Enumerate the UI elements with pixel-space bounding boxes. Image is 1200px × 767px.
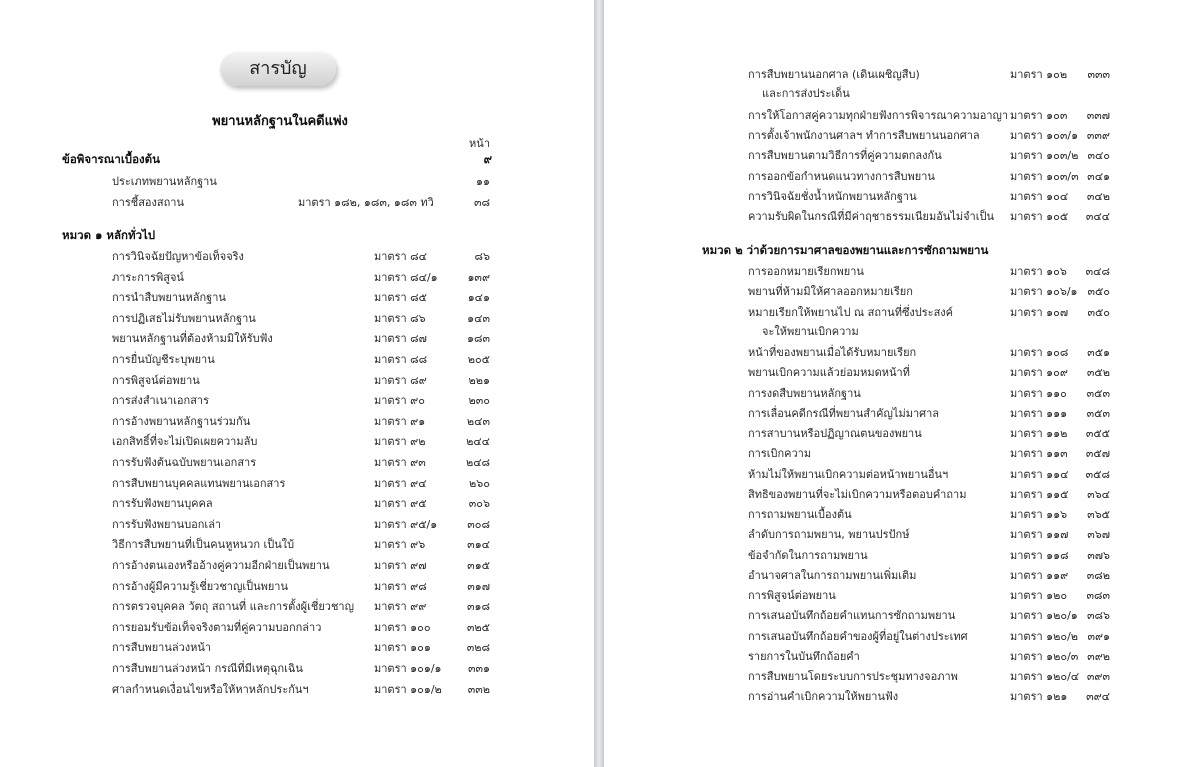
toc-entry-section: มาตรา ๙๒ [374, 435, 426, 449]
toc-entry-page: ๑๔๑ [467, 291, 490, 305]
toc-entry-section: มาตรา ๘๗ [374, 332, 427, 346]
toc-entry-title: การออกหมายเรียกพยาน [748, 265, 864, 278]
toc-entry-title: การถามพยานเบื้องต้น [748, 508, 852, 521]
toc-entry-section: มาตรา ๑๐๓/๓ [1010, 169, 1079, 183]
toc-entry-page: ๓๑๕ [467, 559, 490, 572]
toc-entry-section: มาตรา ๑๑๓ [1010, 447, 1068, 461]
toc-entry-title: การเสนอบันทึกถ้อยคำแทนการซักถามพยาน [748, 609, 956, 623]
toc-entry-section: มาตรา ๑๑๔ [1010, 467, 1069, 481]
toc-entry-page: ๓๓๗ [1086, 108, 1110, 122]
toc-entry-title: การนำสืบพยานหลักฐาน [112, 291, 226, 305]
toc-entry-page: ๓๘๓ [1086, 589, 1110, 602]
toc-entry-section: มาตรา ๑๐๘ [1010, 346, 1069, 359]
toc-entry-section: มาตรา ๙๖ [374, 538, 426, 552]
toc-entry-section: มาตรา ๘๖ [374, 311, 426, 325]
toc-entry-section: มาตรา ๑๑๑ [1010, 406, 1068, 420]
toc-entry-section: มาตรา ๑๑๖ [1010, 508, 1068, 521]
toc-entry-page: ๓๙๑ [1087, 629, 1110, 643]
toc-entry-title: การสืบพยานตามวิธีการที่คู่ความตกลงกัน [748, 149, 942, 163]
toc-entry-title: การยื่นบัญชีระบุพยาน [112, 353, 215, 366]
toc-entry-title: การตั้งเจ้าพนักงานศาลฯ ทำการสืบพยานนอกศาล [748, 128, 980, 142]
toc-entry-section: มาตรา ๑๒๑ [1010, 690, 1068, 704]
toc-entry-section: มาตรา ๙๘ [374, 579, 427, 593]
toc-entry-page: ๓๙๔ [1086, 690, 1110, 704]
toc-entry-page: ๓๖๔ [1087, 487, 1110, 501]
toc-entry-title: การยอมรับข้อเท็จจริงตามที่คู่ความบอกกล่าว [112, 620, 322, 634]
toc-entry-section: มาตรา ๙๕ [374, 497, 427, 511]
toc-entry-section: มาตรา ๙๔ [374, 476, 427, 490]
toc-entry-page: ๓๔๑ [1087, 169, 1110, 183]
toc-entry-page: ๓๘๖ [1087, 609, 1110, 623]
toc-entry-page: ๓๙๒ [1087, 649, 1110, 663]
toc-entry-page: ๓๕๒ [1086, 366, 1110, 380]
toc-entry-page: ๓๓๒ [467, 682, 490, 696]
toc-entry-title: พยานเบิกความแล้วย่อมหมดหน้าที่ [748, 366, 910, 380]
toc-entry-page: ๓๘ [473, 196, 490, 209]
toc-entry-title: หมายเรียกให้พยานไป ณ สถานที่ซึ่งประสงค์ [748, 305, 954, 319]
toc-entry-page: ๓๕๐ [1087, 285, 1110, 299]
toc-entry-title: เอกสิทธิ์ที่จะไม่เปิดเผยความลับ [112, 435, 258, 449]
toc-entry-page: ๓๑๘ [467, 600, 490, 614]
toc-entry-page: ๘๖ [474, 250, 490, 263]
toc-entry-title-cont: และการส่งประเด็น [762, 87, 850, 101]
toc-entry-title: การชี้สองสถาน [112, 196, 184, 209]
toc-entry-page: ๓๔๘ [1085, 265, 1110, 278]
toc-entry-section: มาตรา ๘๙ [374, 373, 427, 387]
toc-entry-section: มาตรา ๑๒๐/๓ [1010, 649, 1079, 663]
toc-entry-section: มาตรา ๑๐๖ [1010, 265, 1067, 278]
toc-entry-page: ๓๔๐ [1087, 149, 1110, 163]
toc-entry-page: ๒๔๓ [466, 414, 490, 428]
toc-entry-section: มาตรา ๘๔/๑ [374, 270, 438, 284]
toc-entry-section: มาตรา ๑๑๐ [1010, 386, 1067, 400]
toc-entry-section: มาตรา ๙๐ [374, 394, 425, 408]
toc-entry-section: มาตรา ๑๐๕ [1010, 210, 1069, 224]
toc-entry-section: มาตรา ๑๑๕ [1010, 487, 1069, 501]
toc-entry-page: ๓๙๓ [1086, 670, 1110, 683]
toc-entry-page: ๓๕๓ [1086, 406, 1110, 420]
toc-entry-title: วิธีการสืบพยานที่เป็นคนหูหนวก เป็นใบ้ [112, 538, 295, 552]
toc-entry-section: มาตรา ๑๑๗ [1010, 528, 1069, 542]
toc-entry-page: ๓๓๑ [467, 662, 490, 675]
book-gutter [594, 0, 604, 767]
toc-entry-section: มาตรา ๑๘๒, ๑๘๓, ๑๘๓ ทวิ [298, 196, 434, 209]
page-column-label: หน้า [469, 137, 490, 150]
toc-entry-page: ๓๘๒ [1086, 568, 1110, 582]
toc-entry-page: ๒๔๘ [465, 456, 490, 469]
toc-entry-page: ๓๕๘ [1085, 467, 1110, 481]
toc-entry-page: ๓๓๙ [1086, 128, 1110, 142]
toc-entry-section: มาตรา ๑๑๘ [1010, 548, 1069, 562]
toc-entry-section: มาตรา ๑๐๒ [1010, 68, 1068, 81]
toc-entry-page: ๒๖๐ [469, 476, 490, 490]
toc-entry-title: ลำดับการถามพยาน, พยานปรปักษ์ [748, 528, 910, 542]
toc-entry-title: การสืบพยานนอกศาล (เดินเผชิญสืบ) [748, 68, 920, 81]
toc-entry-title: การวินิจฉัยปัญหาข้อเท็จจริง [112, 250, 244, 263]
toc-entry-page: ๓๗๖ [1087, 548, 1110, 562]
toc-entry-page: ๑๓๙ [467, 270, 490, 284]
toc-entry-page: ๓๖๗ [1087, 528, 1110, 542]
toc-entry-section: มาตรา ๑๒๐/๒ [1010, 629, 1079, 643]
intro-title: ข้อพิจารณาเบื้องต้น [62, 152, 160, 166]
toc-entry-title: ข้อจำกัดในการถามพยาน [748, 548, 868, 562]
toc-entry-section: มาตรา ๙๙ [374, 600, 427, 614]
chapter1-title: หมวด ๑ หลักทั่วไป [62, 228, 156, 242]
toc-entry-page: ๓๕๓ [1086, 386, 1110, 400]
toc-entry-section: มาตรา ๑๐๐ [374, 620, 431, 634]
toc-entry-page: ๓๔๔ [1085, 210, 1110, 224]
toc-entry-section: มาตรา ๑๐๖/๑ [1010, 285, 1078, 299]
toc-entry-section: มาตรา ๘๔ [374, 250, 427, 263]
toc-entry-page: ๓๐๘ [467, 517, 490, 531]
toc-entry-title: พยานหลักฐานที่ต้องห้ามมิให้รับฟัง [112, 332, 273, 346]
toc-entry-page: ๓๖๕ [1087, 508, 1110, 521]
toc-entry-title: การปฏิเสธไม่รับพยานหลักฐาน [112, 311, 256, 325]
toc-entry-title: การอ้างพยานหลักฐานร่วมกัน [112, 414, 251, 428]
toc-entry-title-cont: จะให้พยานเบิกความ [762, 324, 859, 338]
toc-entry-title: ความรับผิดในกรณีที่มีค่าฤชาธรรมเนียมอันไม่จำเป็น [748, 210, 994, 224]
toc-entry-page: ๓๕๗ [1085, 447, 1110, 461]
toc-entry-title: การรับฟังพยานบอกเล่า [112, 517, 222, 531]
toc-entry-title: การพิสูจน์ต่อพยาน [112, 373, 200, 387]
toc-entry-title: การเบิกความ [748, 447, 812, 461]
toc-entry-section: มาตรา ๙๕/๑ [374, 517, 438, 531]
intro-page: ๙ [483, 152, 492, 166]
toc-entry-title: การเลื่อนคดีกรณีที่พยานสำคัญไม่มาศาล [748, 406, 940, 420]
toc-entry-page: ๑๑ [476, 175, 490, 188]
toc-entry-page: ๓๑๔ [467, 538, 490, 552]
toc-entry-page: ๓๕๐ [1087, 305, 1110, 319]
toc-entry-section: มาตรา ๙๗ [374, 559, 427, 572]
toc-entry-page: ๓๔๒ [1086, 189, 1110, 203]
toc-entry-title: การสาบานหรือปฏิญาณตนของพยาน [748, 427, 922, 440]
toc-entry-title: ห้ามไม่ให้พยานเบิกความต่อหน้าพยานอื่นฯ [748, 467, 949, 481]
toc-entry-section: มาตรา ๑๐๔ [1010, 189, 1069, 203]
toc-entry-title: การตรวจบุคคล วัตถุ สถานที่ และการตั้งผู้เชี่ยวชาญ [112, 600, 354, 614]
toc-entry-section: มาตรา ๑๐๑ [374, 641, 431, 655]
toc-entry-title: การส่งสำเนาเอกสาร [112, 394, 210, 408]
left-page [0, 0, 594, 767]
toc-heading: สารบัญ [220, 52, 336, 86]
toc-entry-title: อำนาจศาลในการถามพยานเพิ่มเติม [748, 568, 917, 582]
toc-entry-page: ๒๒๑ [468, 373, 490, 387]
toc-entry-title: การอ้างตนเองหรืออ้างคู่ความอีกฝ่ายเป็นพยาน [112, 559, 330, 572]
toc-entry-section: มาตรา ๑๑๒ [1010, 427, 1068, 440]
toc-entry-section: มาตรา ๘๘ [374, 353, 428, 366]
toc-entry-section: มาตรา ๑๑๙ [1010, 568, 1069, 582]
toc-entry-title: การงดสืบพยานหลักฐาน [748, 386, 861, 400]
toc-entry-title: การออกข้อกำหนดแนวทางการสืบพยาน [748, 169, 935, 183]
toc-entry-title: การสืบพยานล่วงหน้า [112, 641, 212, 655]
toc-entry-title: รายการในบันทึกถ้อยคำ [748, 649, 860, 663]
toc-entry-title: การวินิจฉัยชั่งน้ำหนักพยานหลักฐาน [748, 189, 917, 203]
toc-entry-title: การให้โอกาสคู่ความทุกฝ่ายฟังการพิจารณาความอาญา [748, 108, 1009, 122]
toc-entry-page: ๓๓๓ [1087, 68, 1110, 81]
toc-entry-title: ภาระการพิสูจน์ [112, 270, 184, 284]
toc-entry-title: การอ่านคำเบิกความให้พยานฟัง [748, 690, 899, 704]
toc-entry-title: การรับฟังต้นฉบับพยานเอกสาร [112, 456, 257, 469]
toc-entry-title: การสืบพยานบุคคลแทนพยานเอกสาร [112, 476, 286, 490]
toc-entry-section: มาตรา ๑๐๑/๑ [374, 662, 442, 675]
book-title: พยานหลักฐานในคดีแพ่ง [212, 114, 348, 129]
toc-entry-section: มาตรา ๑๐๗ [1010, 305, 1069, 319]
toc-entry-section: มาตรา ๙๑ [374, 414, 426, 428]
toc-entry-section: มาตรา ๑๒๐/๔ [1010, 670, 1080, 683]
toc-entry-page: ๑๘๓ [467, 332, 490, 346]
toc-entry-page: ๓๕๕ [1085, 427, 1110, 440]
toc-entry-page: ๒๔๔ [466, 435, 490, 449]
toc-entry-title: การพิสูจน์ต่อพยาน [748, 589, 836, 602]
toc-entry-title: การอ้างผู้มีความรู้เชี่ยวชาญเป็นพยาน [112, 579, 288, 593]
toc-entry-page: ๓๒๘ [466, 641, 490, 655]
toc-entry-section: มาตรา ๘๕ [374, 291, 427, 305]
toc-entry-section: มาตรา ๑๐๓/๑ [1010, 128, 1079, 142]
right-page [604, 0, 1200, 767]
toc-entry-page: ๓๐๖ [468, 497, 490, 511]
toc-entry-page: ๓๒๕ [466, 620, 490, 634]
toc-entry-title: หน้าที่ของพยานเมื่อได้รับหมายเรียก [748, 346, 917, 359]
toc-entry-title: พยานที่ห้ามมิให้ศาลออกหมายเรียก [748, 285, 913, 299]
toc-entry-title: สิทธิของพยานที่จะไม่เบิกความหรือตอบคำถาม [748, 487, 967, 501]
toc-entry-title: ศาลกำหนดเงื่อนไขหรือให้หาหลักประกันฯ [112, 682, 309, 696]
toc-entry-section: มาตรา ๑๐๑/๒ [374, 682, 442, 696]
toc-entry-page: ๑๔๓ [467, 311, 490, 325]
toc-entry-title: การสืบพยานโดยระบบการประชุมทางจอภาพ [748, 670, 958, 683]
toc-entry-section: มาตรา ๑๐๓/๒ [1010, 149, 1079, 163]
toc-entry-title: การรับฟังพยานบุคคล [112, 497, 213, 511]
toc-entry-title: การเสนอบันทึกถ้อยคำของผู้ที่อยู่ในต่างประเทศ [748, 629, 968, 643]
toc-entry-title: การสืบพยานล่วงหน้า กรณีที่มีเหตุฉุกเฉิน [112, 662, 303, 675]
toc-entry-title: ประเภทพยานหลักฐาน [112, 175, 217, 188]
toc-entry-section: มาตรา ๑๒๐/๑ [1010, 609, 1078, 623]
chapter2-title: หมวด ๒ ว่าด้วยการมาศาลของพยานและการซักถามพยาน [702, 243, 989, 257]
toc-entry-section: มาตรา ๑๐๓ [1010, 108, 1068, 122]
toc-entry-section: มาตรา ๙๓ [374, 456, 426, 469]
toc-entry-page: ๓๑๗ [467, 579, 490, 593]
toc-entry-section: มาตรา ๑๐๙ [1010, 366, 1068, 380]
toc-entry-page: ๒๐๕ [467, 353, 490, 366]
toc-entry-section: มาตรา ๑๒๐ [1010, 589, 1068, 602]
toc-entry-page: ๓๕๑ [1087, 346, 1110, 359]
toc-entry-page: ๒๓๐ [468, 394, 490, 408]
